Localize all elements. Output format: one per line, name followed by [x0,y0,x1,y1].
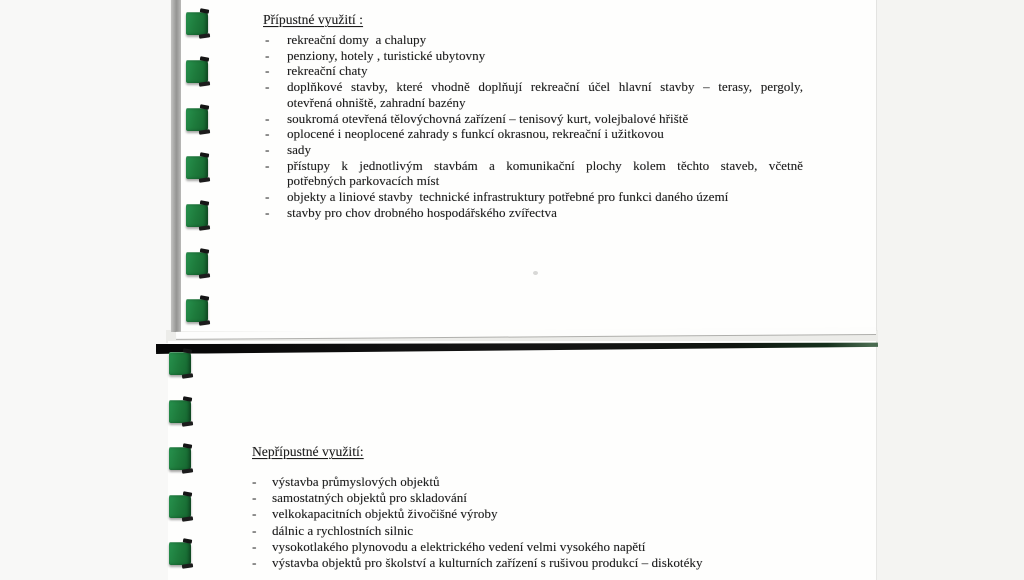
bullet-dash: - [265,110,270,126]
page2-bullet-list [250,474,810,571]
bullet-item [263,158,803,189]
bullet-text [272,506,810,522]
bullet-dash: - [252,555,257,571]
comb-binding-tooth [169,495,191,518]
bullet-dash: - [265,79,270,95]
bullet-text-line: přístupy k jednotlivým stavbám a komunikační plochy kolem těchto staveb, včetně [287,157,803,173]
page2-title: Nepřípustné využití: [252,444,364,459]
bullet-text-line: rekreační domy a chalupy [287,32,427,47]
bullet-item [250,490,810,506]
comb-binding-tooth [186,204,208,227]
bullet-text-line: penziony, hotely , turistické ubytovny [287,47,486,63]
page2-text-block [250,443,810,571]
bullet-text-line: výstavba průmyslových objektů [272,474,440,489]
bullet-text [287,189,803,205]
bullet-text [287,205,803,221]
bullet-dash: - [252,538,257,554]
bullet-dash: - [265,157,270,173]
bullet-dash: - [265,141,270,157]
comb-binding-tooth [169,400,191,423]
bullet-item [250,539,810,555]
bullet-text-line: otevřená ohniště, zahradní bazény [287,94,466,110]
comb-binding-tooth [169,447,191,470]
bullet-text-line: objekty a liniové stavby technické infrastruktury potřebné pro funkci daného území [287,189,729,205]
bullet-text [272,555,810,571]
bullet-dash: - [265,47,270,63]
bullet-text-line: potřebných parkovacích míst [287,173,440,189]
comb-binding-tooth [186,108,208,131]
bullet-item [263,32,803,48]
bullet-item [263,111,803,127]
bullet-dash: - [252,506,257,522]
scan-artifact [533,271,538,275]
bullet-dash: - [265,189,270,205]
bullet-item [263,189,803,205]
bullet-text [287,63,803,79]
page1-title: Přípustné využití : [263,12,363,27]
bullet-text [287,158,803,189]
bullet-dash: - [252,490,257,506]
bullet-text-line: sady [287,141,312,157]
background-left-area [0,0,170,580]
bullet-text [272,523,810,539]
bullet-text-line: dálnic a rychlostních silnic [272,522,414,538]
bullet-text-line: stavby pro chov drobného hospodářského zvířectva [287,204,557,220]
bullet-text-line: soukromá otevřená tělovýchovná zařízení – tenisový kurt, volejbalové hřiště [287,110,689,126]
bullet-text-line: rekreační chaty [287,63,368,79]
bullet-item [250,523,810,539]
page1-text-block [263,11,803,220]
bullet-dash: - [252,474,257,489]
bullet-text-line: oplocené i neoplocené zahrady s funkcí okrasnou, rekreační i užitkovou [287,126,664,142]
bullet-item [263,79,803,110]
bullet-text [287,126,803,142]
bullet-item [263,48,803,64]
bullet-dash: - [265,32,270,47]
bullet-item [263,205,803,221]
comb-binding-tooth [186,60,208,83]
bullet-item [250,506,810,522]
bullet-dash: - [252,522,257,538]
bullet-dash: - [265,204,270,220]
bullet-text-line: vysokotlakého plynovodu a elektrického vedení velmi vysokého napětí [272,538,646,554]
bullet-item [250,555,810,571]
bullet-item [263,126,803,142]
comb-binding-tooth [186,299,208,322]
bullet-text [287,32,803,48]
bullet-text-line: velkokapacitních objektů živočišné výroby [272,506,498,522]
bullet-text [272,539,810,555]
page-spine-shadow [171,0,181,332]
bullet-item [250,474,810,490]
comb-binding-tooth [186,12,208,35]
document-page-top [179,0,877,331]
bullet-text-line: výstavba objektů pro školství a kulturních zařízení s rušivou produkcí – diskotéky [272,555,703,571]
document-page-bottom [168,341,877,580]
bullet-item [263,63,803,79]
comb-binding-tooth [186,156,208,179]
bullet-text-line: samostatných objektů pro skladování [272,490,467,506]
bullet-text [287,48,803,64]
bullet-item [263,142,803,158]
comb-binding-tooth [186,252,208,275]
bullet-dash: - [265,126,270,142]
bullet-text [272,474,810,490]
bullet-text-line: doplňkové stavby, které vhodně doplňují rekreační účel hlavní stavby – terasy, pergoly, [287,79,803,95]
comb-binding-tooth [169,542,191,565]
page1-bullet-list [263,32,803,220]
comb-binding-tooth [169,352,191,375]
bullet-text [287,111,803,127]
bullet-dash: - [265,63,270,79]
bullet-text [272,490,810,506]
bullet-text [287,79,803,110]
bullet-text [287,142,803,158]
